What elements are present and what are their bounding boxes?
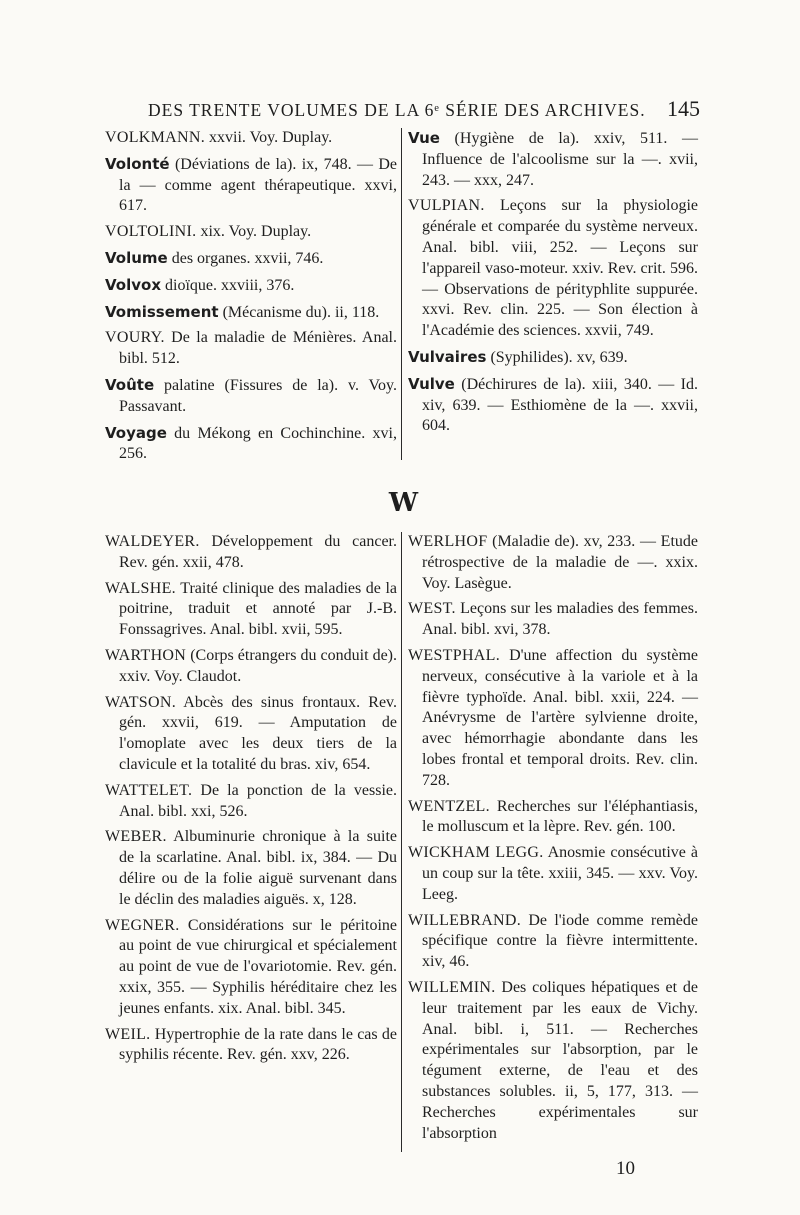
index-entry — [105, 693, 397, 776]
entry-text: Développement du cancer. Rev. gén. xxii, 478. — [119, 533, 397, 571]
index-entry — [105, 423, 397, 466]
entry-text: palatine (Fissures de la). v. Voy. Passavant. — [119, 376, 397, 415]
index-entry — [105, 154, 397, 217]
entry-headword: WEBER. — [105, 828, 167, 846]
entry-text: Recherches sur l'éléphantiasis, le molluscum et la lèpre. Rev. gén. 100. — [422, 797, 698, 836]
entry-headword: VULPIAN. — [408, 197, 485, 215]
index-entry — [105, 302, 397, 324]
index-entry — [408, 843, 698, 905]
entry-headword: WESTPHAL. — [408, 646, 501, 664]
index-entry — [105, 248, 397, 270]
index-entry — [408, 374, 698, 437]
entry-headword: WALSHE. — [105, 579, 176, 597]
running-head: DES TRENTE VOLUMES DE LA 6ᵉ SÉRIE DES ARCHIVES. — [148, 100, 646, 120]
entry-text: (Corps étrangers du conduit de). xxiv. Voy. Claudot. — [119, 646, 397, 685]
entry-text: dioïque. xxviii, 376. — [161, 276, 295, 294]
entry-headword: WEST. — [408, 600, 456, 618]
entry-headword: Vomissement — [105, 302, 219, 321]
index-entry — [105, 781, 397, 823]
entry-headword: WATTELET. — [105, 781, 193, 799]
index-entry — [105, 916, 397, 1020]
entry-text: du Mékong en Cochinchine. xvi, 256. — [119, 424, 397, 463]
entry-text: (Syphilides). xv, 639. — [486, 348, 628, 366]
top-left-column — [105, 128, 397, 470]
page-header — [148, 96, 700, 126]
entry-headword: WENTZEL. — [408, 797, 490, 815]
entry-headword: WARTHON — [105, 646, 187, 664]
entry-text: Anosmie consécutive à un coup sur la tête. xxiii, 345. — xxv. Voy. Leeg. — [422, 844, 698, 903]
entry-text: Leçons sur la physiologie générale et comparée du système nerveux. Anal. bibl. viii, 252. — Leçons sur l'appareil vaso-moteur. xxiv. Rev. crit. 596. — Observations de pérityphlite suppurée. xxvi. Rev. clin. 225. — Son élection à l'Académie des sciences. xxvii, 749. — [422, 197, 698, 340]
entry-text: Des coliques hépatiques et de leur traitement par les eaux de Vichy. Anal. bibl. i, 511. — Recherches expérimentales sur l'absorption, par le tégument externe, de l'eau et des substances solubles. ii, 5, 177, 313. — Recherches expérimentales sur l'absorption — [422, 978, 698, 1142]
entry-headword: WATSON. — [105, 693, 176, 711]
index-entry — [105, 1025, 397, 1067]
index-entry — [408, 196, 698, 342]
entry-headword: Volume — [105, 248, 168, 267]
bottom-left-column — [105, 532, 397, 1071]
entry-headword: Vulve — [408, 374, 455, 393]
index-entry — [105, 222, 397, 243]
index-entry — [105, 579, 397, 641]
index-entry — [408, 911, 698, 973]
index-entry — [408, 978, 698, 1144]
entry-text: Abcès des sinus frontaux. Rev. gén. xxvii, 619. — Amputation de l'omoplate avec les deux tiers de la clavicule et la totalité du bras. xiv, 654. — [119, 693, 397, 773]
entry-text: des organes. xxvii, 746. — [167, 249, 324, 267]
index-entry — [408, 128, 698, 191]
entry-headword: WALDEYER. — [105, 533, 200, 550]
index-entry — [408, 347, 698, 369]
index-entry — [105, 328, 397, 370]
entry-headword: VOLTOLINI. — [105, 223, 197, 241]
entry-text: Leçons sur les maladies des femmes. Anal. bibl. xvi, 378. — [422, 600, 698, 639]
index-entry — [105, 375, 397, 418]
entry-headword: VOLKMANN. — [105, 129, 206, 146]
entry-headword: WEIL. — [105, 1025, 151, 1043]
index-entry — [105, 275, 397, 297]
bottom-right-column — [408, 532, 698, 1149]
page-number: 145 — [667, 96, 700, 121]
entry-headword: WILLEMIN. — [408, 978, 496, 996]
entry-headword: Voyage — [105, 423, 167, 442]
entry-text: (Déchirures de la). xiii, 340. — Id. xiv, 639. — Esthiomène de la —. xxvii, 604. — [422, 375, 698, 435]
index-entry — [408, 599, 698, 641]
entry-headword: Volvox — [105, 275, 161, 294]
index-entry — [408, 797, 698, 839]
signature-mark: 10 — [616, 1158, 635, 1179]
entry-headword: WEGNER. — [105, 916, 180, 934]
index-entry — [105, 646, 397, 688]
section-letter: W — [388, 488, 416, 518]
entry-headword: WILLEBRAND. — [408, 911, 522, 929]
index-entry — [105, 827, 397, 910]
entry-text: xxvii. Voy. Duplay. — [205, 129, 333, 146]
column-divider-bottom — [401, 532, 402, 1152]
index-entry — [408, 532, 698, 594]
entry-headword: WICKHAM LEGG. — [408, 844, 544, 862]
entry-headword: Vulvaires — [408, 347, 487, 366]
entry-headword: Vue — [408, 129, 440, 147]
entry-text: De la maladie de Ménières. Anal. bibl. 512. — [119, 329, 397, 368]
entry-text: Hypertrophie de la rate dans le cas de syphilis récente. Rev. gén. xxv, 226. — [119, 1025, 397, 1064]
entry-text: De l'iode comme remède spécifique contre la fièvre intermittente. xiv, 46. — [422, 911, 698, 971]
entry-text: (Hygiène de la). xxiv, 511. — Influence de l'alcoolisme sur la —. xvii, 243. — xxx, 247. — [422, 130, 698, 189]
index-entry — [105, 128, 397, 149]
entry-text: Considérations sur le péritoine au point de vue chirurgical et spécialement au point de vue de l'ovariotomie. Rev. gén. xxix, 355. — Syphilis héréditaire chez les jeunes enfants. xix. Anal. bibl. 345. — [119, 916, 397, 1017]
index-entry — [408, 646, 698, 792]
entry-text: (Mécanisme du). ii, 118. — [218, 303, 380, 321]
entry-text: (Déviations de la). ix, 748. — De la — comme agent thérapeutique. xxvi, 617. — [119, 155, 397, 215]
top-right-column — [408, 128, 698, 442]
entry-headword: VOURY. — [105, 329, 165, 347]
entry-text: D'une affection du système nerveux, consécutive à la variole et à la fièvre typhoïde. Anal. bibl. xxii, 224. — Anévrysme de l'artère sylvienne droite, avec hémorrhagie abondante dans les lobes frontal et temporal droits. Rev. clin. 728. — [422, 646, 698, 789]
column-divider-top — [401, 128, 402, 460]
entry-text: Traité clinique des maladies de la poitrine, traduit et annoté par J.-B. Fonssagrives. Anal. bibl. xvii, 595. — [119, 579, 397, 639]
entry-text: xix. Voy. Duplay. — [196, 223, 312, 241]
entry-text: (Maladie de). xv, 233. — Etude rétrospective de la maladie de —. xxix. Voy. Lasègue. — [422, 533, 698, 592]
entry-text: Albuminurie chronique à la suite de la scarlatine. Anal. bibl. ix, 384. — Du délire ou de la folie aiguë survenant dans le déclin des maladies aiguës. x, 128. — [119, 828, 397, 908]
entry-headword: Voûte — [105, 375, 155, 394]
entry-headword: Volonté — [105, 154, 170, 173]
index-entry — [105, 532, 397, 574]
entry-text: De la ponction de la vessie. Anal. bibl. xxi, 526. — [119, 781, 397, 820]
entry-headword: WERLHOF — [408, 533, 488, 550]
